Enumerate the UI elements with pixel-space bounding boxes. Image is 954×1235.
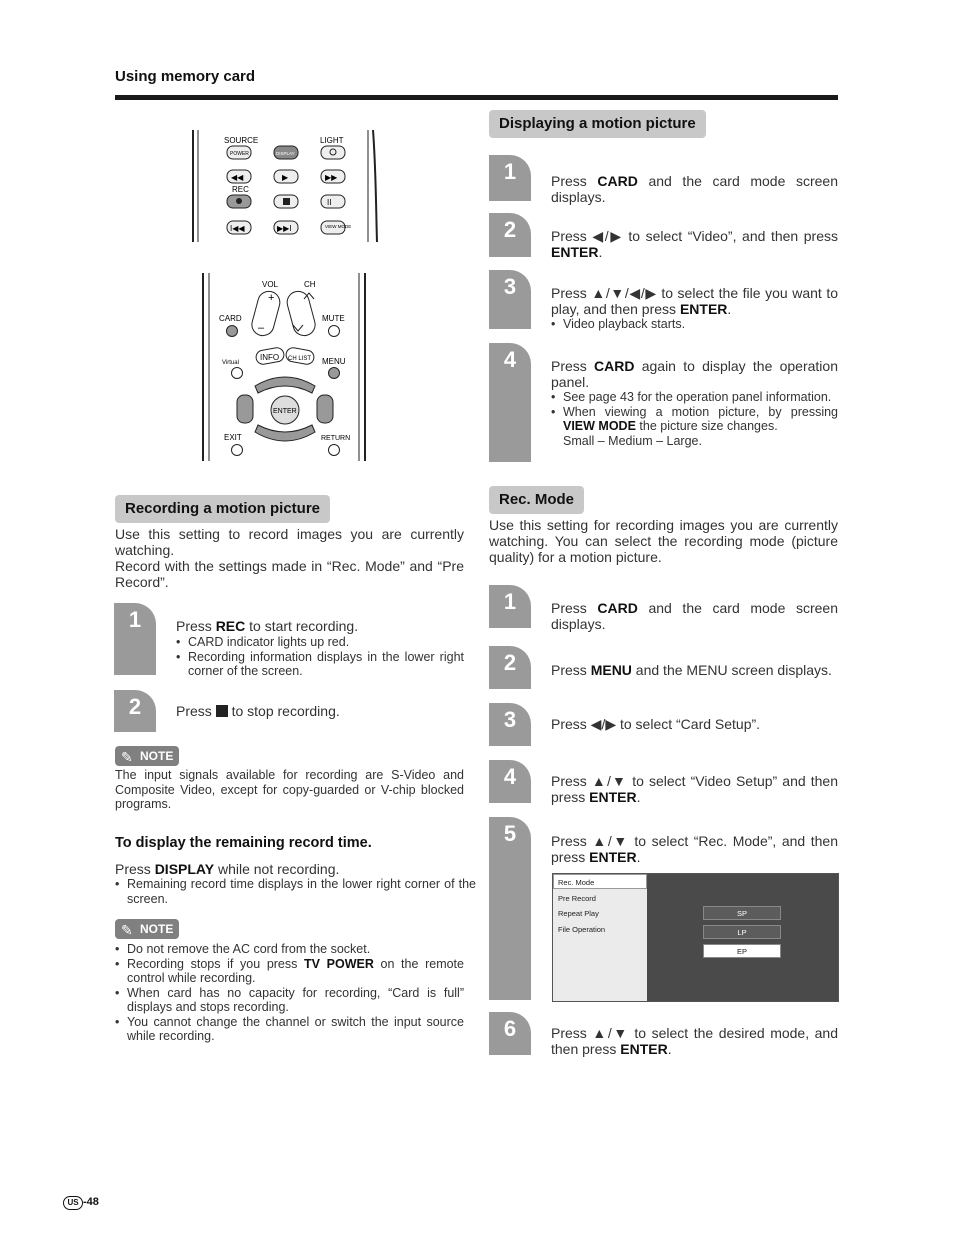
note-badge: ✎ NOTE: [115, 746, 179, 766]
displaying-step-1: Press CARD and the card mode screen displays.: [551, 173, 838, 205]
menu-item: Pre Record: [558, 894, 596, 903]
recording-step-1-bullet: • Recording information displays in the lower right corner of the screen.: [176, 650, 464, 679]
label-exit: EXIT: [224, 433, 242, 442]
note-1-text: The input signals available for recording are S-Video and Composite Video, except for copy-guarded or V-chip blocked programs.: [115, 768, 464, 811]
svg-text:+: +: [268, 292, 275, 304]
label-virtual: Virtual: [222, 360, 239, 366]
recording-intro-2: Record with the settings made in “Rec. Mode” and “Pre Record”.: [115, 558, 464, 590]
recmode-step-2: Press MENU and the MENU screen displays.: [551, 662, 832, 678]
label-rec: REC: [232, 185, 249, 194]
menu-item: Rec. Mode: [558, 878, 595, 887]
displaying-step-4-bullet: • See page 43 for the operation panel information.: [551, 390, 838, 405]
us-region-icon: US: [63, 1196, 83, 1210]
note-badge: ✎ NOTE: [115, 919, 179, 939]
displaying-step-4-bullet: • When viewing a motion picture, by pressing VIEW MODE the picture size changes.: [551, 405, 838, 434]
recmode-step-5: Press ▲/▼ to select “Rec. Mode”, and then press ENTER.: [551, 833, 838, 865]
displaying-step-3-bullet: • Video playback starts.: [551, 317, 838, 332]
recmode-step-1-number: 1: [489, 585, 531, 628]
displaying-section-heading: Displaying a motion picture: [489, 110, 706, 138]
recmode-step-2-number: 2: [489, 646, 531, 689]
recmode-step-6-number: 6: [489, 1012, 531, 1055]
recording-intro-1: Use this setting to record images you are currently watching.: [115, 526, 464, 558]
label-menu: MENU: [322, 357, 346, 366]
recmode-step-4: Press ▲/▼ to select “Video Setup” and then press ENTER.: [551, 773, 838, 805]
recording-section-heading: Recording a motion picture: [115, 495, 330, 523]
displaying-step-4: Press CARD again to display the operation panel. • See page 43 for the operation panel information. • When viewing a motion picture, by pressing VIEW MODE the picture size changes. Small – Medium – Large.: [551, 358, 838, 448]
remote-bottom-illustration: [200, 273, 370, 463]
view-mode-button-label: VIEW MODE: [325, 224, 352, 229]
recmode-step-5-number: 5: [489, 817, 531, 1000]
label-vol: VOL: [262, 280, 279, 289]
svg-text:–: –: [258, 322, 265, 334]
svg-text:▶▶: ▶▶: [325, 173, 338, 182]
remaining-time-bullet: • Remaining record time displays in the lower right corner of the screen.: [115, 877, 476, 906]
note-2-bullet: • You cannot change the channel or switch the input source while recording.: [115, 1015, 464, 1044]
label-ch-list: CH LIST: [288, 356, 312, 362]
label-return: RETURN: [321, 435, 351, 442]
view-mode-sizes: Small – Medium – Large.: [563, 433, 702, 448]
displaying-step-3: Press ▲/▼/◀/▶ to select the file you want to play, and then press ENTER. • Video playback starts.: [551, 285, 838, 332]
remaining-time-heading: To display the remaining record time.: [115, 835, 372, 851]
svg-text:▶: ▶: [282, 173, 289, 182]
remote-top-illustration: [190, 130, 380, 245]
label-info: INFO: [260, 353, 280, 362]
stop-square-icon: [216, 705, 228, 717]
menu-item-list: [553, 874, 647, 1001]
displaying-step-2-number: 2: [489, 213, 531, 257]
recording-step-1-bullet: • CARD indicator lights up red.: [176, 635, 464, 650]
label-ch: CH: [304, 280, 316, 289]
note-2-bullet: • Do not remove the AC cord from the socket.: [115, 942, 464, 957]
pencil-icon: ✎: [121, 922, 133, 938]
recmode-step-6: Press ▲/▼ to select the desired mode, and then press ENTER.: [551, 1025, 838, 1057]
recording-step-1: Press REC to start recording. • CARD indicator lights up red. • Recording information displays in the lower right corner of the screen.: [176, 618, 464, 679]
recmode-intro: Use this setting for recording images you are currently watching. You can select the recording mode (picture quality) for a motion picture.: [489, 517, 838, 565]
note-2-bullet: • Recording stops if you press TV POWER on the remote control while recording.: [115, 957, 464, 986]
displaying-step-4-number: 4: [489, 343, 531, 462]
menu-item: File Operation: [558, 925, 606, 934]
svg-text:▶▶I: ▶▶I: [277, 224, 292, 233]
recording-step-2-number: 2: [114, 690, 156, 732]
recording-step-1-number: 1: [114, 603, 156, 675]
menu-option-sp: SP: [703, 906, 781, 920]
recmode-step-1: Press CARD and the card mode screen displays.: [551, 600, 838, 632]
note-2-bullet: • When card has no capacity for recording, “Card is full” displays and stops recording.: [115, 986, 464, 1015]
menu-option-lp: LP: [703, 925, 781, 939]
displaying-step-2: Press ◀/▶ to select “Video”, and then press ENTER.: [551, 228, 838, 260]
remaining-time-instruction: Press DISPLAY while not recording.: [115, 861, 340, 877]
displaying-step-3-number: 3: [489, 270, 531, 329]
recording-step-2: Press to stop recording.: [176, 703, 340, 719]
page-section-title: Using memory card: [115, 68, 256, 85]
rec-mode-menu-screenshot: [552, 873, 839, 1002]
label-enter: ENTER: [273, 408, 297, 415]
label-light: LIGHT: [320, 136, 344, 145]
header-rule: [115, 95, 838, 100]
pencil-icon: ✎: [121, 749, 133, 765]
svg-text:II: II: [327, 198, 332, 207]
svg-text:◀◀: ◀◀: [231, 173, 244, 182]
display-button-label: DISPLAY: [276, 151, 295, 156]
svg-text:I◀◀: I◀◀: [230, 224, 245, 233]
recmode-section-heading: Rec. Mode: [489, 486, 584, 514]
menu-option-ep-selected: EP: [703, 944, 781, 958]
recmode-step-4-number: 4: [489, 760, 531, 803]
note-2-list: [115, 942, 464, 1044]
recording-intro: [115, 526, 464, 590]
displaying-step-1-number: 1: [489, 155, 531, 201]
recmode-step-3-number: 3: [489, 703, 531, 746]
label-card: CARD: [219, 314, 242, 323]
page-number: US -48: [63, 1196, 99, 1210]
recmode-step-3: Press ◀/▶ to select “Card Setup”.: [551, 716, 761, 732]
power-button-label: POWER: [230, 151, 249, 157]
label-source: SOURCE: [224, 136, 259, 145]
label-mute: MUTE: [322, 314, 345, 323]
menu-item: Repeat Play: [558, 909, 599, 918]
